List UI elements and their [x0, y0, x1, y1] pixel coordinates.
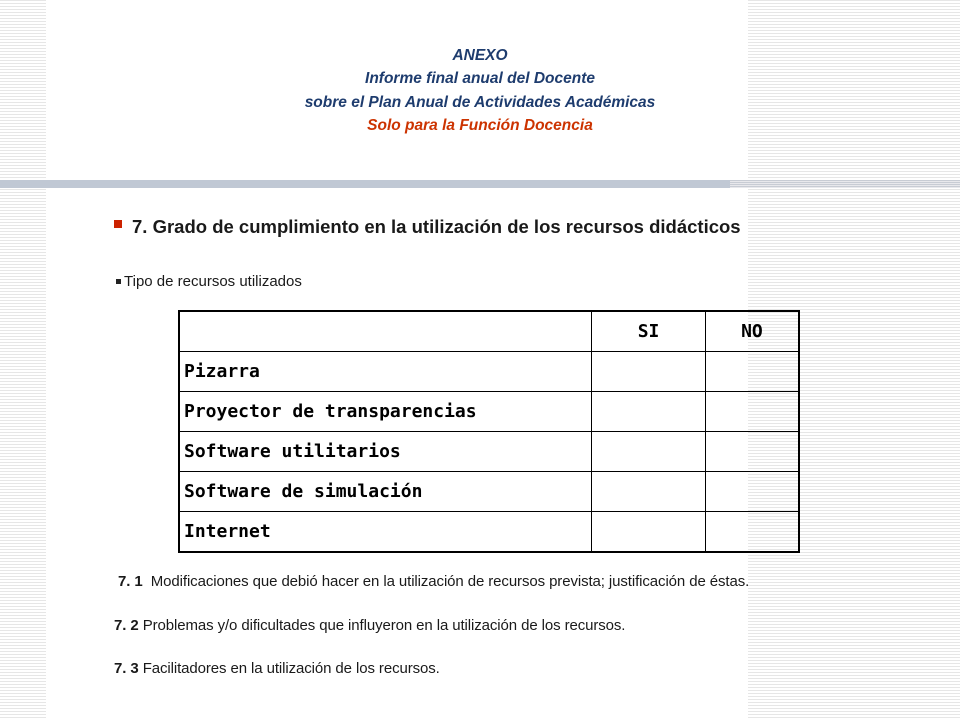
- no-cell[interactable]: [705, 392, 799, 432]
- note-facilitators: [114, 660, 440, 677]
- note-number: 7. 2: [114, 617, 139, 634]
- table-row: [179, 352, 799, 392]
- note-number: 7. 1: [118, 573, 143, 590]
- no-cell[interactable]: [705, 352, 799, 392]
- square-bullet-icon: [114, 220, 122, 228]
- note-number: 7. 3: [114, 660, 139, 677]
- table-row: [179, 392, 799, 432]
- document-header: [250, 44, 710, 137]
- table-row: [179, 512, 799, 553]
- header-function-note: Solo para la Función Docencia: [367, 116, 593, 134]
- header-rule-extension: [730, 180, 960, 188]
- table-header-row: [179, 311, 799, 352]
- si-cell[interactable]: [592, 352, 706, 392]
- header-plan-title: sobre el Plan Anual de Actividades Académicas: [304, 93, 656, 111]
- subsection-title: Tipo de recursos utilizados: [124, 273, 302, 290]
- resource-label: Pizarra: [179, 352, 592, 392]
- note-modifications: [118, 573, 749, 590]
- note-text: Problemas y/o dificultades que influyeron en la utilización de los recursos.: [142, 617, 626, 634]
- no-cell[interactable]: [705, 432, 799, 472]
- table-header-cell: NO: [705, 311, 799, 352]
- square-bullet-icon: [116, 279, 121, 284]
- subsection-heading: [116, 273, 302, 290]
- resource-label: Software utilitarios: [179, 432, 592, 472]
- resources-table: [178, 310, 800, 553]
- section-heading: [114, 216, 741, 238]
- no-cell[interactable]: [705, 472, 799, 512]
- resource-label: Proyector de transparencias: [179, 392, 592, 432]
- si-cell[interactable]: [592, 392, 706, 432]
- resource-label: Internet: [179, 512, 592, 553]
- note-problems: [114, 617, 625, 634]
- table-row: [179, 472, 799, 512]
- section-title: 7. Grado de cumplimiento en la utilización de los recursos didácticos: [132, 216, 741, 237]
- table-row: [179, 432, 799, 472]
- si-cell[interactable]: [592, 472, 706, 512]
- table-header-cell: SI: [592, 311, 706, 352]
- header-annex: ANEXO: [452, 47, 508, 64]
- si-cell[interactable]: [592, 432, 706, 472]
- no-cell[interactable]: [705, 512, 799, 553]
- background-stripes-left: [0, 0, 46, 720]
- note-text: Modificaciones que debió hacer en la utilización de recursos prevista; justificación de éstas.: [150, 573, 750, 590]
- table-header-cell: [179, 311, 592, 352]
- note-text: Facilitadores en la utilización de los recursos.: [142, 660, 440, 677]
- header-report-title: Informe final anual del Docente: [365, 70, 595, 88]
- si-cell[interactable]: [592, 512, 706, 553]
- header-rule: [0, 180, 730, 188]
- resource-label: Software de simulación: [179, 472, 592, 512]
